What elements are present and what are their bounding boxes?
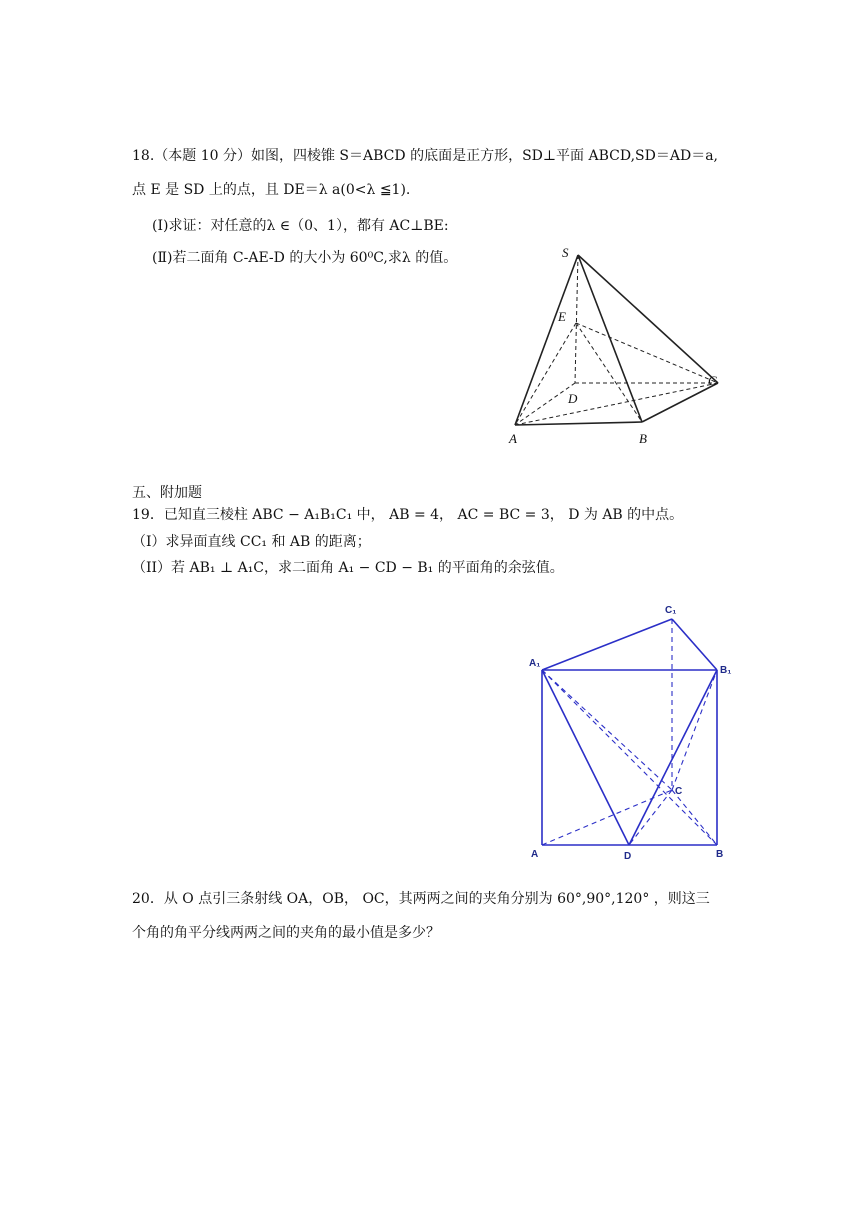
edge-AC xyxy=(542,790,672,845)
edge-CD xyxy=(629,790,672,845)
edge-A1B-diag xyxy=(542,670,717,845)
q19-part1: （I）求异面直线 CC₁ 和 AB 的距离； xyxy=(132,534,371,550)
edge-C1B1 xyxy=(672,619,717,670)
edge-EC xyxy=(576,323,718,383)
edge-A1D xyxy=(542,670,629,845)
pyramid-figure xyxy=(500,235,740,455)
prism-figure xyxy=(525,600,755,860)
edge-SC xyxy=(578,255,718,383)
label-D: D xyxy=(624,851,632,862)
label-S: S xyxy=(562,245,569,260)
q19-line1: 19．已知直三棱柱 ABC − A₁B₁C₁ 中， AB = 4， AC = BC = 3， D 为 AB 的中点。 xyxy=(132,507,684,523)
label-D: D xyxy=(568,391,578,406)
edge-EA xyxy=(515,323,576,425)
label-A: A xyxy=(531,849,539,860)
label-C: C xyxy=(675,786,683,797)
label-A: A xyxy=(509,431,517,446)
q18-part2: (Ⅱ)若二面角 C-AE-D 的大小为 60⁰C,求λ 的值。 xyxy=(152,250,458,266)
label-B1: B₁ xyxy=(720,665,732,676)
label-E: E xyxy=(558,309,566,324)
q18-line1: 18.（本题 10 分）如图，四棱锥 S＝ABCD 的底面是正方形，SD⊥平面 ABCD,SD＝AD＝a, xyxy=(132,148,718,164)
edge-AB xyxy=(515,422,642,425)
label-A1: A₁ xyxy=(529,658,541,669)
edge-CB1 xyxy=(672,670,717,790)
edge-BC xyxy=(642,383,718,422)
edge-A1C xyxy=(542,670,672,790)
q20-line1: 20．从 O 点引三条射线 OA，OB， OC，其两两之间的夹角分别为 60°,90°,120° ，则这三 xyxy=(132,891,710,907)
q18-part1: (Ⅰ)求证：对任意的λ ∈（0、1），都有 AC⊥BE: xyxy=(152,218,449,234)
label-C: C xyxy=(708,373,717,388)
edge-A1C1 xyxy=(542,619,672,670)
q19-part2: （II）若 AB₁ ⊥ A₁C，求二面角 A₁ − CD − B₁ 的平面角的余弦值。 xyxy=(132,560,564,576)
edge-SB xyxy=(578,255,642,422)
section-title: 五、附加题 xyxy=(132,485,202,501)
edge-CB xyxy=(672,790,717,845)
q20-line2: 个角的角平分线两两之间的夹角的最小值是多少？ xyxy=(132,925,440,941)
edge-SD xyxy=(575,255,578,383)
label-B: B xyxy=(639,431,647,446)
label-B: B xyxy=(716,849,724,860)
edge-DB1 xyxy=(629,670,717,845)
q18-line2: 点 E 是 SD 上的点，且 DE＝λ a(0<λ ≦1). xyxy=(132,182,411,198)
label-C1: C₁ xyxy=(665,605,677,616)
